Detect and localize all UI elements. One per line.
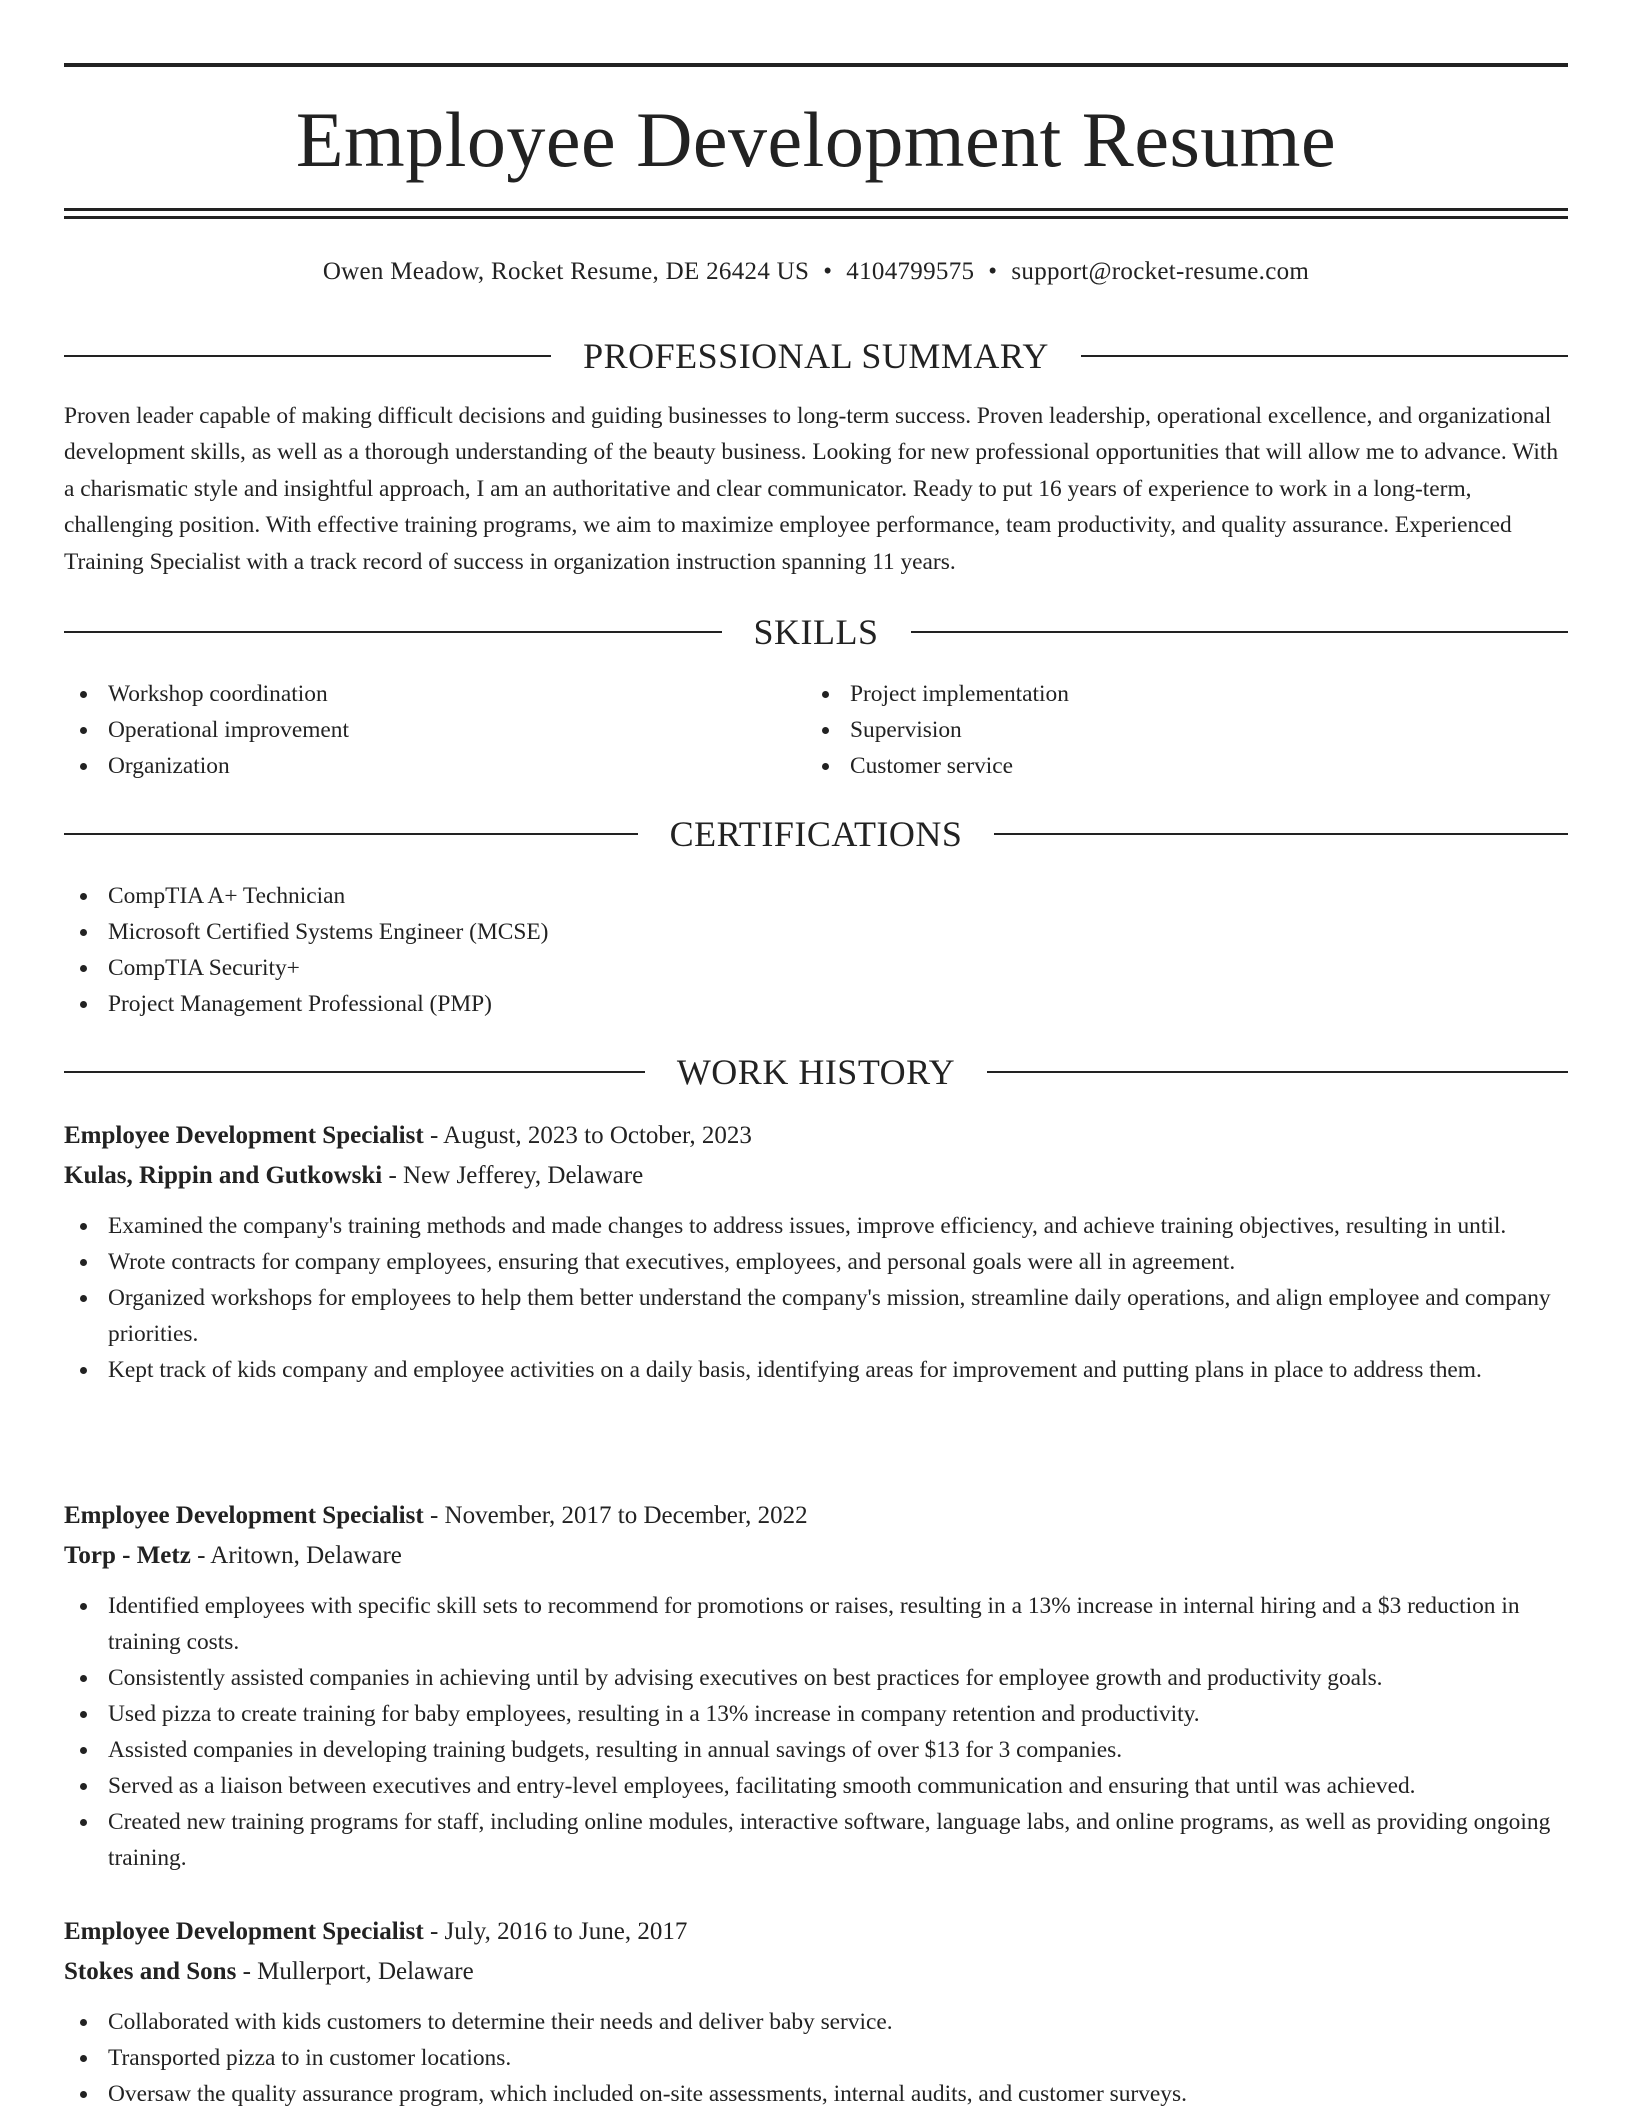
contact-separator: •: [988, 258, 998, 285]
contact-email: support@rocket-resume.com: [1011, 258, 1310, 285]
certification-item: Project Management Professional (PMP): [64, 986, 1568, 1022]
job-bullet: Kept track of kids company and employee activities on a daily basis, identifying areas for improvement and putting plans in place to address them.: [64, 1352, 1568, 1388]
skill-item: Organization: [64, 748, 764, 784]
skill-item: Operational improvement: [64, 712, 764, 748]
job-entry: [64, 1912, 1568, 2112]
heading-rule: [64, 1071, 645, 1073]
job-company: Kulas, Rippin and Gutkowski: [64, 1162, 383, 1189]
job-location: Aritown, Delaware: [210, 1542, 402, 1569]
title-double-rule-lower: [64, 216, 1568, 219]
certification-item: Microsoft Certified Systems Engineer (MCSE): [64, 914, 1568, 950]
job-entry: [64, 1116, 1568, 1388]
job-company-line: Kulas, Rippin and Gutkowski - New Jefferey, Delaware: [64, 1162, 644, 1189]
heading-rule: [994, 833, 1568, 835]
job-company: Stokes and Sons: [64, 1958, 237, 1985]
top-rule: [64, 63, 1568, 67]
job-bullets: [64, 1588, 1568, 1876]
job-location: New Jefferey, Delaware: [403, 1162, 644, 1189]
job-location: Mullerport, Delaware: [257, 1958, 474, 1985]
job-bullet: Served as a liaison between executives and entry-level employees, facilitating smooth communication and ensuring that until was achieved.: [64, 1768, 1568, 1804]
job-bullet: Assisted companies in developing training budgets, resulting in annual savings of over $13 for 3 companies.: [64, 1732, 1568, 1768]
job-title: Employee Development Specialist: [64, 1122, 424, 1149]
job-dates: August, 2023 to October, 2023: [443, 1122, 752, 1149]
job-role-line: Employee Development Specialist - November, 2017 to December, 2022: [64, 1502, 808, 1529]
certification-item: CompTIA Security+: [64, 950, 1568, 986]
job-dates: November, 2017 to December, 2022: [444, 1502, 808, 1529]
job-company-line: Torp - Metz - Aritown, Delaware: [64, 1542, 402, 1569]
certification-item: CompTIA A+ Technician: [64, 878, 1568, 914]
job-dates: July, 2016 to June, 2017: [444, 1918, 688, 1945]
contact-line: [64, 254, 1568, 290]
skills-section-heading: [64, 610, 1568, 654]
job-title: Employee Development Specialist: [64, 1918, 424, 1945]
skill-item: Workshop coordination: [64, 676, 764, 712]
job-company-line: Stokes and Sons - Mullerport, Delaware: [64, 1958, 474, 1985]
job-bullet: Used pizza to create training for baby employees, resulting in a 13% increase in company retention and productivity.: [64, 1696, 1568, 1732]
job-bullet: Wrote contracts for company employees, ensuring that executives, employees, and personal goals were all in agreement.: [64, 1244, 1568, 1280]
work-history-section-heading: [64, 1050, 1568, 1094]
skill-item: Supervision: [806, 712, 1506, 748]
certifications-section-heading: [64, 812, 1568, 856]
summary-heading-label: PROFESSIONAL SUMMARY: [583, 336, 1049, 376]
job-entry: [64, 1496, 1568, 1876]
contact-separator: •: [823, 258, 833, 285]
job-bullet: Examined the company's training methods and made changes to address issues, improve efficiency, and achieve training objectives, resulting in until.: [64, 1208, 1568, 1244]
job-bullet: Organized workshops for employees to help them better understand the company's mission, streamline daily operations, and align employee and company priorities.: [64, 1280, 1568, 1352]
job-bullet: Consistently assisted companies in achieving until by advising executives on best practices for employee growth and productivity goals.: [64, 1660, 1568, 1696]
heading-rule: [64, 631, 722, 633]
skills-list-right: [806, 676, 1506, 784]
job-title: Employee Development Specialist: [64, 1502, 424, 1529]
heading-rule: [1081, 355, 1568, 357]
job-company: Torp - Metz: [64, 1542, 191, 1569]
skill-item: Project implementation: [806, 676, 1506, 712]
job-bullet: Identified employees with specific skill sets to recommend for promotions or raises, resulting in a 13% increase in internal hiring and a $3 reduction in training costs.: [64, 1588, 1568, 1660]
resume-title: Employee Development Resume: [295, 96, 1337, 183]
heading-rule: [987, 1071, 1568, 1073]
job-role-line: Employee Development Specialist - July, 2016 to June, 2017: [64, 1918, 688, 1945]
title-double-rule-upper: [64, 208, 1568, 211]
work-history-heading-label: WORK HISTORY: [676, 1052, 956, 1092]
skills-heading-label: SKILLS: [753, 612, 879, 652]
contact-phone: 4104799575: [846, 258, 975, 285]
heading-rule: [64, 355, 551, 357]
certifications-heading-label: CERTIFICATIONS: [669, 814, 963, 854]
job-bullets: [64, 2004, 1568, 2112]
heading-rule: [64, 833, 638, 835]
skill-item: Customer service: [806, 748, 1506, 784]
contact-address: Owen Meadow, Rocket Resume, DE 26424 US: [322, 258, 810, 285]
job-bullet: Oversaw the quality assurance program, which included on-site assessments, internal audits, and customer surveys.: [64, 2076, 1568, 2112]
job-bullet: Created new training programs for staff, including online modules, interactive software, language labs, and online programs, as well as providing ongoing training.: [64, 1804, 1568, 1876]
skills-list-left: [64, 676, 764, 784]
job-bullet: Collaborated with kids customers to determine their needs and deliver baby service.: [64, 2004, 1568, 2040]
heading-rule: [911, 631, 1569, 633]
summary-text: Proven leader capable of making difficult decisions and guiding businesses to long-term success. Proven leadership, operational excellence, and organizational development skills, as well as a thorough understanding of the beauty business. Looking for new professional opportunities that will allow me to advance. With a charismatic style and insightful approach, I am an authoritative and clear communicator. Ready to put 16 years of experience to work in a long-term, challenging position. With effective training programs, we aim to maximize employee performance, team productivity, and quality assurance. Experienced Training Specialist with a track record of success in organization instruction spanning 11 years.: [64, 403, 1559, 575]
job-bullet: Transported pizza to in customer locations.: [64, 2040, 1568, 2076]
summary-section-heading: [64, 334, 1568, 378]
job-bullets: [64, 1208, 1568, 1388]
job-role-line: Employee Development Specialist - August, 2023 to October, 2023: [64, 1122, 752, 1149]
certifications-list: [64, 878, 1568, 1022]
